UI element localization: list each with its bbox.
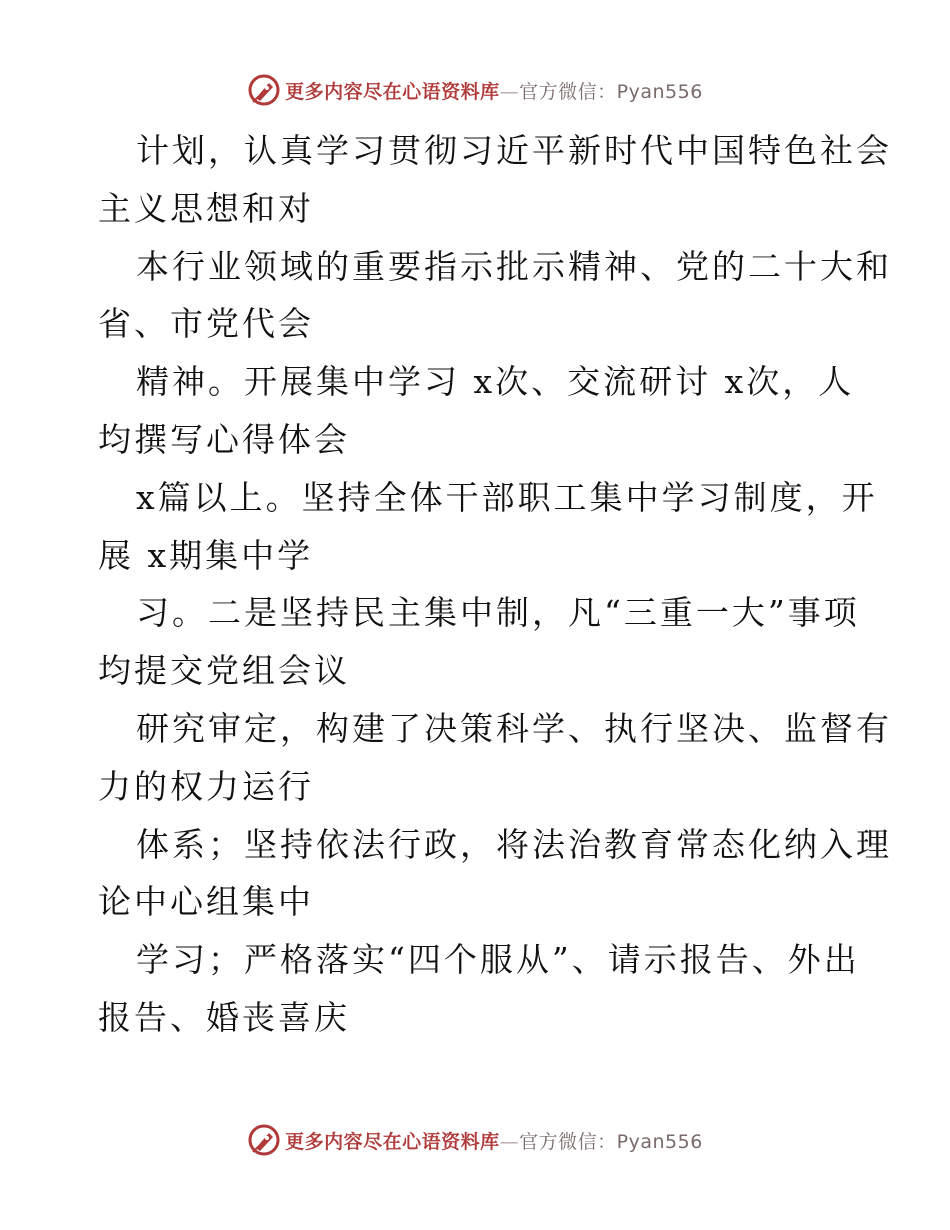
body-line: 学习；严格落实“四个服从”、请示报告、外出 <box>136 940 860 980</box>
footer-brand-text: 更多内容尽在心语资料库 <box>285 1130 500 1153</box>
body-line: 计划，认真学习贯彻习近平新时代中国特色社会 <box>136 131 892 170</box>
header-separator: — <box>499 80 520 103</box>
body-line: 本行业领域的重要指示批示精神、党的二十大和 <box>136 246 892 286</box>
header-official-text: 官方微信：Pyan556 <box>519 80 703 103</box>
body-line: 均提交党组会议 <box>98 651 350 691</box>
body-line: 论中心组集中 <box>98 882 314 922</box>
body-line: 体系；坚持依法行政，将法治教育常态化纳入理 <box>136 824 892 864</box>
body-line: 力的权力运行 <box>98 766 314 806</box>
body-line: 省、市党代会 <box>98 304 314 344</box>
header-banner-inner <box>247 73 703 107</box>
header-banner-text <box>285 77 703 104</box>
header-banner <box>0 70 950 110</box>
document-body <box>98 122 892 1047</box>
body-line: 精神。开展集中学习 x次、交流研讨 x次，人 <box>136 362 855 402</box>
body-line: 报告、婚丧喜庆 <box>98 997 350 1037</box>
footer-banner-inner <box>247 1123 703 1157</box>
pen-nib-logo-icon <box>247 1123 281 1157</box>
footer-official-text: 官方微信：Pyan556 <box>519 1130 703 1153</box>
body-line: 展 x期集中学 <box>98 535 314 575</box>
footer-separator: — <box>499 1130 520 1153</box>
footer-banner <box>0 1120 950 1160</box>
pen-nib-logo-icon <box>247 73 281 107</box>
footer-banner-text <box>285 1127 703 1154</box>
body-line: 主义思想和对 <box>98 188 314 228</box>
body-line: 习。二是坚持民主集中制，凡“三重一大”事项 <box>136 593 860 633</box>
header-brand-text: 更多内容尽在心语资料库 <box>285 80 500 103</box>
body-line: 均撰写心得体会 <box>98 419 350 459</box>
body-line: x篇以上。坚持全体干部职工集中学习制度，开 <box>136 477 878 517</box>
body-line: 研究审定，构建了决策科学、执行坚决、监督有 <box>136 708 892 748</box>
